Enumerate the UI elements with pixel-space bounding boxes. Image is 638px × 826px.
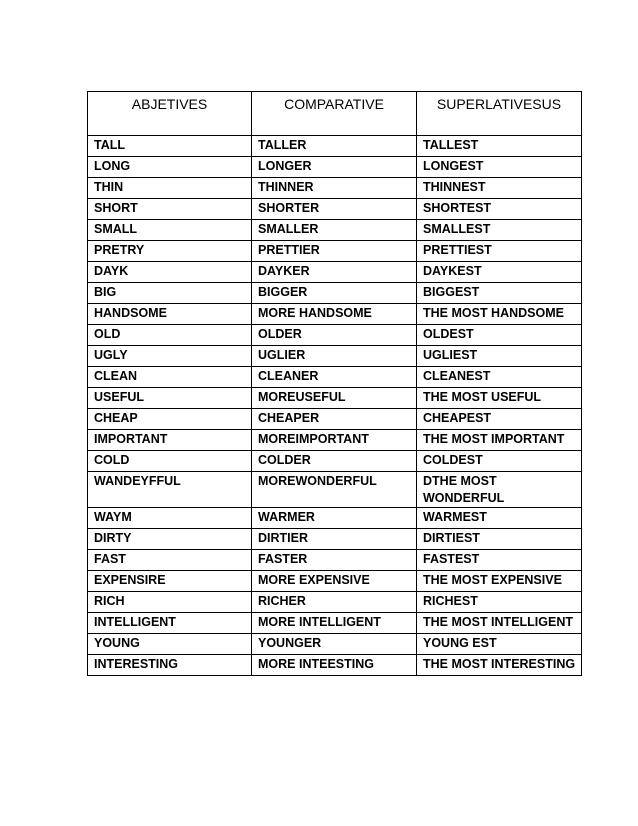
adjective-cell: INTELLIGENT [88,613,252,634]
table-row [88,178,582,199]
adjective-cell: RICH [88,592,252,613]
comparative-cell: THINNER [252,178,417,199]
table-row [88,157,582,178]
comparative-cell: MOREUSEFUL [252,388,417,409]
comparative-cell: WARMER [252,508,417,529]
superlative-cell: BIGGEST [417,283,582,304]
comparative-cell: CHEAPER [252,409,417,430]
table-row [88,634,582,655]
comparative-cell: SMALLER [252,220,417,241]
adjectives-table [87,91,582,676]
comparative-cell: UGLIER [252,346,417,367]
superlative-cell: THE MOST USEFUL [417,388,582,409]
table-row [88,550,582,571]
adjective-cell: INTERESTING [88,655,252,676]
table-row [88,613,582,634]
superlative-cell: RICHEST [417,592,582,613]
superlative-cell: DTHE MOST WONDERFUL [417,472,582,508]
adjective-cell: COLD [88,451,252,472]
table-row [88,283,582,304]
adjective-cell: BIG [88,283,252,304]
table-body [88,136,582,676]
header-row [88,92,582,136]
table-row [88,529,582,550]
table-row [88,220,582,241]
table-row [88,409,582,430]
adjective-cell: UGLY [88,346,252,367]
adjective-cell: THIN [88,178,252,199]
comparative-cell: MORE EXPENSIVE [252,571,417,592]
superlative-cell: THE MOST EXPENSIVE [417,571,582,592]
adjective-cell: SHORT [88,199,252,220]
table-row [88,346,582,367]
comparative-cell: FASTER [252,550,417,571]
comparative-cell: MORE HANDSOME [252,304,417,325]
superlative-cell: TALLEST [417,136,582,157]
table-row [88,655,582,676]
table-row [88,508,582,529]
superlative-cell: UGLIEST [417,346,582,367]
superlative-cell: COLDEST [417,451,582,472]
table-row [88,571,582,592]
adjective-cell: YOUNG [88,634,252,655]
adjective-cell: FAST [88,550,252,571]
table-row [88,388,582,409]
comparative-cell: LONGER [252,157,417,178]
adjective-cell: WAYM [88,508,252,529]
superlative-cell: DIRTIEST [417,529,582,550]
comparative-cell: DIRTIER [252,529,417,550]
adjective-cell: TALL [88,136,252,157]
superlative-cell: CHEAPEST [417,409,582,430]
header-comparative: COMPARATIVE [252,92,417,136]
superlative-cell: SMALLEST [417,220,582,241]
superlative-cell: DAYKEST [417,262,582,283]
adjective-cell: CHEAP [88,409,252,430]
adjective-cell: OLD [88,325,252,346]
superlative-cell: SHORTEST [417,199,582,220]
table-row [88,136,582,157]
adjective-cell: EXPENSIRE [88,571,252,592]
superlative-cell: OLDEST [417,325,582,346]
adjective-cell: DIRTY [88,529,252,550]
comparative-cell: YOUNGER [252,634,417,655]
adjective-cell: LONG [88,157,252,178]
comparative-cell: CLEANER [252,367,417,388]
superlative-cell: THE MOST HANDSOME [417,304,582,325]
superlative-cell: THINNEST [417,178,582,199]
adjective-cell: PRETRY [88,241,252,262]
comparative-cell: DAYKER [252,262,417,283]
adjective-cell: DAYK [88,262,252,283]
superlative-cell: LONGEST [417,157,582,178]
table-row [88,472,582,508]
superlative-cell: THE MOST INTELLIGENT [417,613,582,634]
table-row [88,325,582,346]
comparative-cell: MOREWONDERFUL [252,472,417,508]
adjective-cell: IMPORTANT [88,430,252,451]
header-superlative: SUPERLATIVESUS [417,92,582,136]
comparative-cell: COLDER [252,451,417,472]
superlative-cell: FASTEST [417,550,582,571]
comparative-cell: TALLER [252,136,417,157]
table-row [88,430,582,451]
table-row [88,304,582,325]
comparative-cell: RICHER [252,592,417,613]
header-adjectives: ABJETIVES [88,92,252,136]
superlative-cell: CLEANEST [417,367,582,388]
adjective-cell: HANDSOME [88,304,252,325]
adjective-cell: WANDEYFFUL [88,472,252,508]
table-row [88,367,582,388]
adjective-cell: USEFUL [88,388,252,409]
comparative-cell: PRETTIER [252,241,417,262]
table-row [88,241,582,262]
comparative-cell: BIGGER [252,283,417,304]
superlative-cell: THE MOST IMPORTANT [417,430,582,451]
superlative-cell: YOUNG EST [417,634,582,655]
superlative-cell: PRETTIEST [417,241,582,262]
adjective-cell: CLEAN [88,367,252,388]
table-header [88,92,582,136]
comparative-cell: MORE INTELLIGENT [252,613,417,634]
table-row [88,262,582,283]
comparative-cell: MORE INTEESTING [252,655,417,676]
table-row [88,451,582,472]
comparative-cell: OLDER [252,325,417,346]
table-row [88,592,582,613]
table-row [88,199,582,220]
comparative-cell: SHORTER [252,199,417,220]
superlative-cell: WARMEST [417,508,582,529]
superlative-cell: THE MOST INTERESTING [417,655,582,676]
comparative-cell: MOREIMPORTANT [252,430,417,451]
adjective-cell: SMALL [88,220,252,241]
